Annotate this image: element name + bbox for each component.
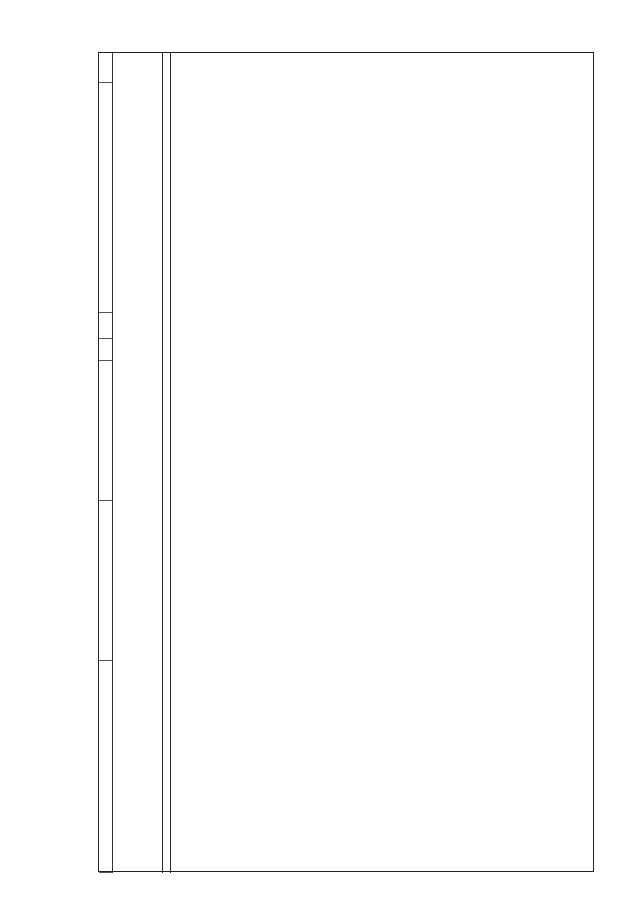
header-name [99,361,112,501]
header-sub-row [113,53,163,873]
header-plan [99,83,112,313]
column-numbers-row [163,53,171,873]
rotated-table [99,53,595,873]
header-codes [99,661,112,873]
header-fact [99,313,112,339]
header-analytic [99,501,112,661]
header-unit [99,339,112,361]
header-group-row [99,53,113,873]
budget-table-sheet [98,52,594,872]
header-final [99,53,112,83]
